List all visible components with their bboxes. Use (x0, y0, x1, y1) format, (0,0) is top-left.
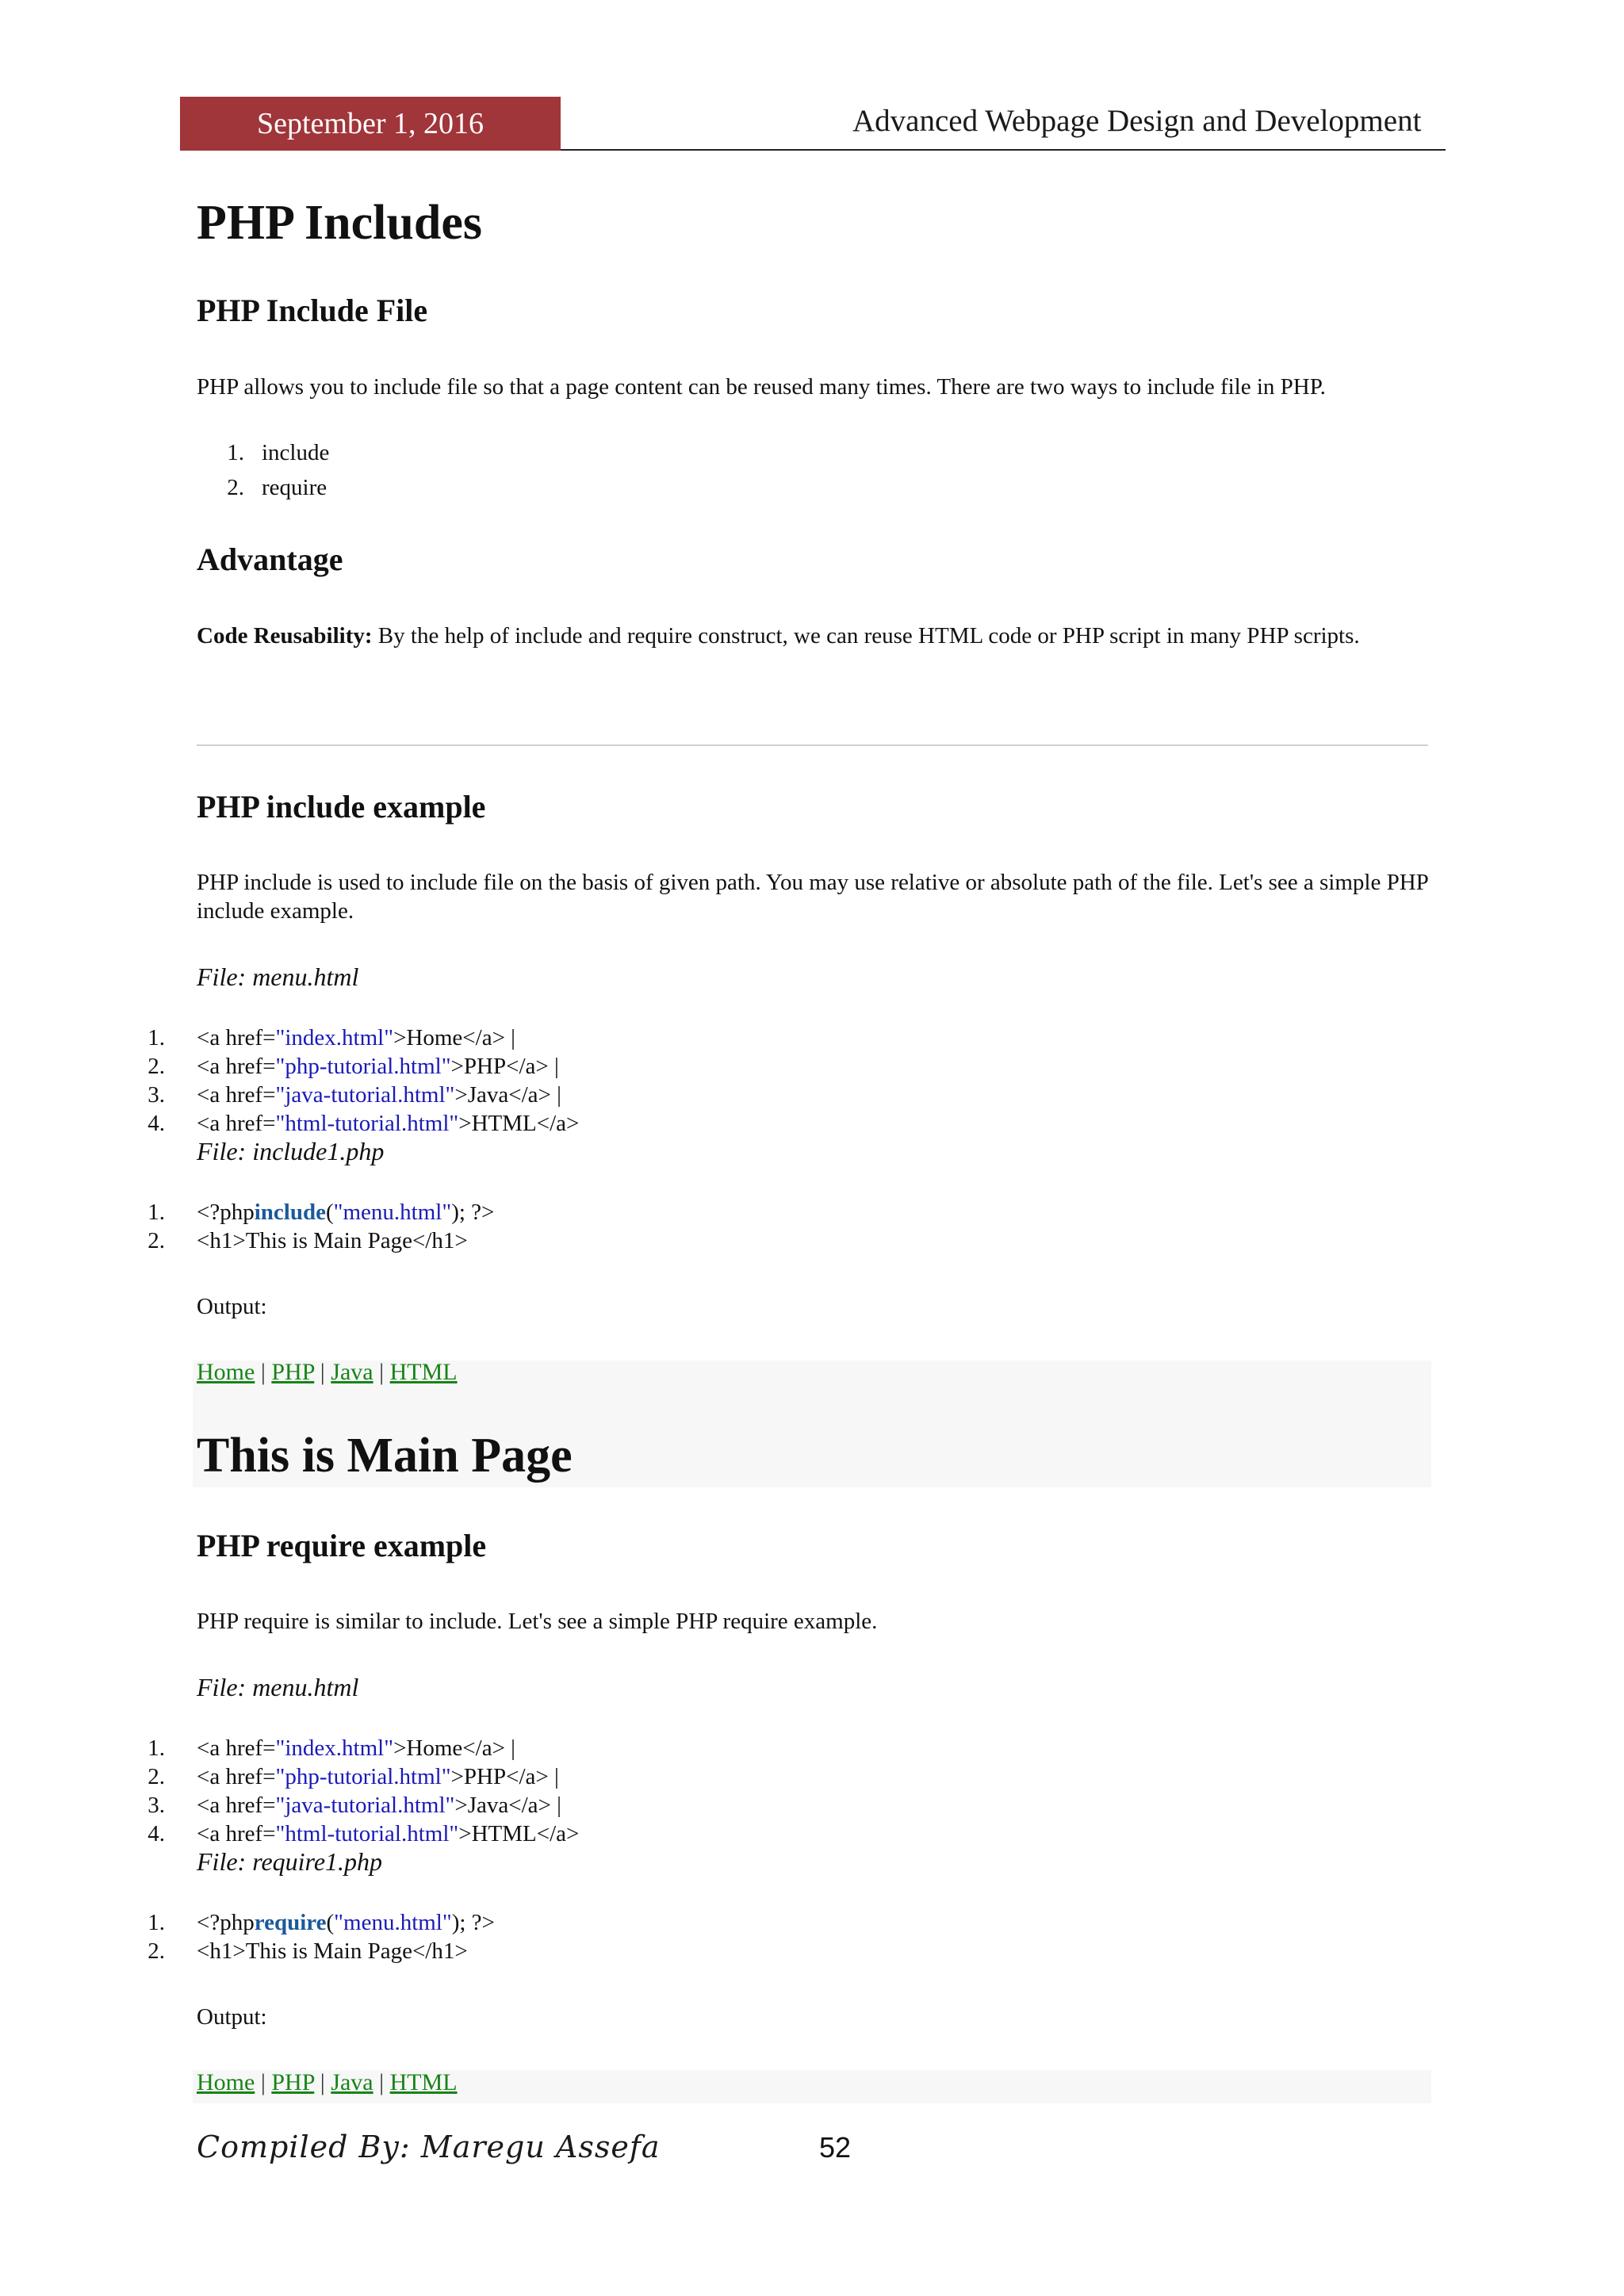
require-menu-code (143, 1734, 579, 1848)
output-link-home[interactable]: Home (197, 1359, 255, 1385)
require-php-code (143, 1908, 495, 1965)
require-example-heading: PHP require example (197, 1528, 487, 1563)
code-line (143, 1081, 579, 1109)
code-line-number: 2. (147, 1228, 165, 1253)
code-text: >Java</a> | (454, 1082, 561, 1108)
code-text: <h1>This is Main Page</h1> (197, 1228, 468, 1253)
output-main-page-heading: This is Main Page (197, 1429, 573, 1483)
code-line (143, 1762, 579, 1791)
output-link-java[interactable]: Java (331, 2069, 373, 2095)
include-ways-list (197, 438, 329, 502)
section-divider (197, 744, 1428, 746)
require-file1-label: File: menu.html (197, 1673, 359, 1701)
output-link-php[interactable]: PHP (271, 1359, 315, 1385)
list-number: 2. (227, 475, 244, 500)
code-line-number: 4. (147, 1111, 165, 1136)
code-text: ( (326, 1910, 335, 1935)
advantage-heading: Advantage (197, 541, 343, 577)
code-string: "java-tutorial.html" (275, 1793, 455, 1818)
code-line-number: 1. (147, 1025, 165, 1050)
list-number: 1. (227, 440, 244, 465)
advantage-body: By the help of include and require construct, we can reuse HTML code or PHP script in many PHP scripts. (372, 623, 1360, 649)
code-line (143, 1937, 495, 1965)
code-text: <a href= (197, 1793, 276, 1818)
require-file2-label: File: require1.php (197, 1847, 383, 1876)
code-text: >HTML</a> (458, 1111, 580, 1136)
include-file1-label: File: menu.html (197, 962, 359, 991)
output-link-java[interactable]: Java (331, 1359, 373, 1385)
code-text: >Home</a> | (393, 1025, 515, 1050)
header-rule (561, 149, 1446, 151)
code-text: <a href= (197, 1821, 276, 1846)
output-link-home[interactable]: Home (197, 2069, 255, 2095)
code-line-number: 1. (147, 1735, 165, 1761)
code-text: <h1>This is Main Page</h1> (197, 1938, 468, 1964)
link-separator: | (314, 1359, 331, 1385)
code-text: ); ?> (451, 1910, 495, 1935)
include-example-heading: PHP include example (197, 789, 486, 825)
code-text: >PHP</a> | (450, 1054, 559, 1079)
include-menu-code (143, 1024, 579, 1138)
code-line (143, 1024, 579, 1052)
include-file-heading: PHP Include File (197, 293, 428, 328)
code-keyword: require (254, 1910, 327, 1935)
require-output-label: Output: (197, 2004, 267, 2030)
code-line (143, 1109, 579, 1138)
list-text: include (262, 440, 330, 465)
include-example-intro: PHP include is used to include file on the basis of given path. You may use relative or absolute path of the file. Let's see a simple PHP include example. (197, 870, 1428, 924)
code-line (143, 1052, 579, 1081)
code-text: >PHP</a> | (450, 1764, 559, 1789)
require-example-intro: PHP require is similar to include. Let's see a simple PHP require example. (197, 1609, 878, 1634)
code-line (143, 1734, 579, 1762)
code-text: ); ?> (451, 1200, 495, 1225)
code-string: "menu.html" (334, 1910, 452, 1935)
code-text: <a href= (197, 1111, 276, 1136)
code-line (143, 1908, 495, 1937)
code-line (143, 1226, 494, 1255)
code-line-number: 4. (147, 1821, 165, 1846)
code-text: >Java</a> | (454, 1793, 561, 1818)
include-output-links (197, 1359, 458, 1386)
code-line (143, 1820, 579, 1848)
include-output-label: Output: (197, 1294, 267, 1319)
code-line (143, 1198, 494, 1226)
code-text: ( (325, 1200, 334, 1225)
code-line (143, 1791, 579, 1820)
code-string: "php-tutorial.html" (275, 1764, 451, 1789)
footer-compiled-by: Compiled By: Maregu Assefa (197, 2130, 661, 2164)
link-separator: | (373, 2069, 390, 2095)
code-string: "java-tutorial.html" (275, 1082, 455, 1108)
output-link-html[interactable]: HTML (389, 2069, 458, 2095)
code-keyword: include (254, 1200, 326, 1225)
code-text: >HTML</a> (458, 1821, 580, 1846)
code-text: <?php (197, 1910, 255, 1935)
advantage-label: Code Reusability: (197, 623, 373, 649)
output-link-php[interactable]: PHP (271, 2069, 315, 2095)
link-separator: | (314, 2069, 331, 2095)
page-title: PHP Includes (197, 196, 483, 250)
link-separator: | (373, 1359, 390, 1385)
code-line-number: 2. (147, 1054, 165, 1079)
code-line-number: 3. (147, 1082, 165, 1108)
code-text: <a href= (197, 1735, 276, 1761)
code-string: "index.html" (275, 1025, 394, 1050)
list-text: require (262, 475, 327, 500)
code-string: "index.html" (275, 1735, 394, 1761)
link-separator: | (255, 2069, 272, 2095)
code-line-number: 2. (147, 1938, 165, 1964)
header-course-title: Advanced Webpage Design and Development (852, 104, 1422, 138)
code-string: "html-tutorial.html" (275, 1821, 459, 1846)
link-separator: | (255, 1359, 272, 1385)
require-output-links (197, 2069, 458, 2096)
code-text: <a href= (197, 1054, 276, 1079)
code-line-number: 1. (147, 1910, 165, 1935)
code-string: "php-tutorial.html" (275, 1054, 451, 1079)
output-link-html[interactable]: HTML (389, 1359, 458, 1385)
code-string: "html-tutorial.html" (275, 1111, 459, 1136)
advantage-text (197, 622, 1418, 650)
code-text: <a href= (197, 1082, 276, 1108)
list-item (197, 473, 329, 502)
include-file-intro: PHP allows you to include file so that a page content can be reused many times. There are two ways to include file in PHP. (197, 374, 1326, 400)
include-file2-label: File: include1.php (197, 1137, 385, 1165)
include-php-code (143, 1198, 494, 1255)
list-item (197, 438, 329, 467)
code-line-number: 1. (147, 1200, 165, 1225)
code-text: <a href= (197, 1025, 276, 1050)
footer-page-number: 52 (819, 2131, 852, 2164)
code-text: <a href= (197, 1764, 276, 1789)
code-text: >Home</a> | (393, 1735, 515, 1761)
header-date: September 1, 2016 (180, 97, 561, 151)
code-string: "menu.html" (333, 1200, 452, 1225)
code-line-number: 3. (147, 1793, 165, 1818)
code-line-number: 2. (147, 1764, 165, 1789)
code-text: <?php (197, 1200, 255, 1225)
